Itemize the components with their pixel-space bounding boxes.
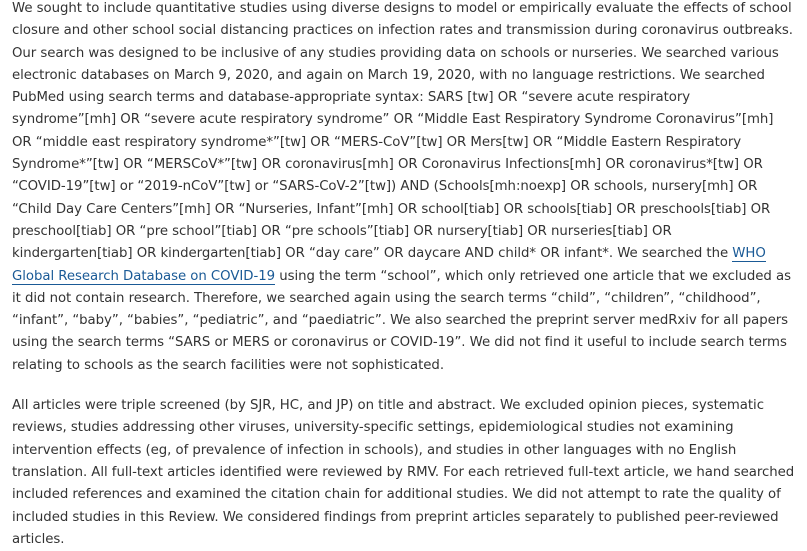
paragraph-text-before-link: We sought to include quantitative studies using diverse designs to model or empirically evaluate the effects of school closure and other school social distancing practices on infection rates and transmission during coronavirus outbreaks. Our search was designed to be inclusive of any studies providing data on schools or nurseries. We searched various electronic databases on March 9, 2020, and again on March 19, 2020, with no language restrictions. We searched PubMed using search terms and database-appropriate syntax: SARS [tw] OR “severe acute respiratory syndrome”[mh] OR “severe acute respiratory syndrome” OR “Middle East Respiratory Syndrome Coronavirus”[mh] OR “middle east respiratory syndrome*”[tw] OR “MERS-CoV”[tw] OR Mers[tw] OR “Middle Eastern Respiratory Syndrome*”[tw] OR “MERSCoV*”[tw] OR coronavirus[mh] OR Coronavirus Infections[mh] OR coronavirus*[tw] OR “COVID-19”[tw] or “2019-nCoV”[tw] or “SARS-CoV-2”[tw]) AND (Schools[mh:noexp] OR schools, nursery[mh] OR “Child Day Care Centers”[mh] OR “Nurseries, Infant”[mh] OR school[tiab] OR schools[tiab] OR preschools[tiab] OR preschool[tiab] OR “pre school”[tiab] OR “pre schools”[tiab] OR nursery[tiab] OR nurseries[tiab] OR kindergarten[tiab] OR kindergarten[tiab] OR “day care” OR daycare AND child* OR infant*. We searched the: [12, 1, 793, 262]
who-database-link[interactable]: WHO Global Research Database on COVID-19: [12, 246, 766, 284]
methods-paragraph-search-strategy: [12, 0, 795, 377]
methods-paragraph-screening: All articles were triple screened (by SJR, HC, and JP) on title and abstract. We excluded opinion pieces, systematic reviews, studies addressing other viruses, university-specific settings, epidemiological studies not examining intervention effects (eg, of prevalence of infection in schools), and studies in other languages with no English translation. All full-text articles identified were reviewed by RMV. For each retrieved full-text article, we hand searched included references and examined the citation chain for additional studies. We did not attempt to rate the quality of included studies in this Review. We considered findings from preprint articles separately to published peer-reviewed articles.: [12, 398, 795, 547]
paragraph-text-after-link: using the term “school”, which only retrieved one article that we excluded as it did not contain research. Therefore, we searched again using the search terms “child”, “children”, “childhood”, “infant”, “baby”, “babies”, “pediatric”, and “paediatric”. We also searched the preprint server medRxiv for all papers using the search terms “SARS or MERS or coronavirus or COVID-19”. We did not find it useful to include search terms relating to schools as the search facilities were not sophisticated.: [12, 268, 791, 373]
